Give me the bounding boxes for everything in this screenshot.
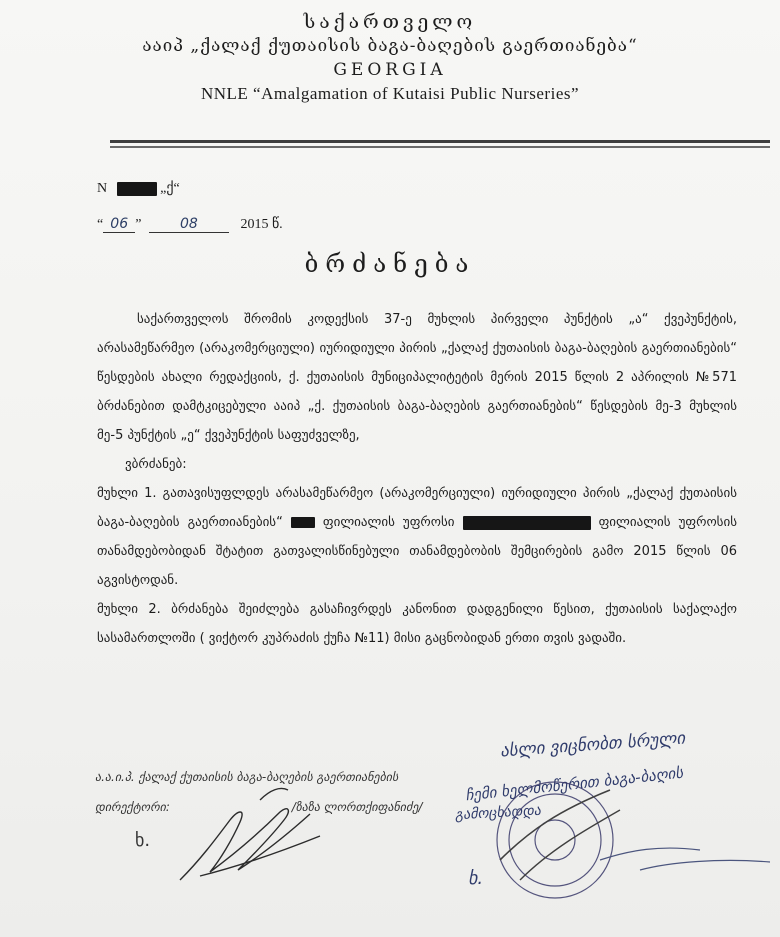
- handwritten-note-1: ასლი ვიცნობთ სრული: [499, 728, 686, 762]
- date-month: 08: [149, 216, 229, 233]
- article-2: მუხლი 2. ბრძანება შეიძლება გასაჩივრდეს კანონით დადგენილი წესით, ქუთაისის საქალაქო სასამართლოში ( ვიქტორ კუპრაძის ქუჩა №11) მისი გაცნობიდან ერთი თვის ვადაში.: [97, 602, 737, 646]
- letterhead-country-ka: საქართველო: [303, 11, 477, 33]
- number-prefix: N: [97, 181, 108, 196]
- letterhead: [0, 10, 780, 106]
- preamble-paragraph: საქართველოს შრომის კოდექსის 37-ე მუხლის პირველი პუნქტის „ა“ ქვეპუნქტის, არასამეწარმეო (არაკომერციული) იურიდიული პირის „ქალაქ ქუთაისის ბაგა-ბაღების გაერთიანების“ წესდების ახალი რედაქციის, ქ. ქუთაისის მუნიციპალიტეტის მერის 2015 წლის 2 აპრილის №571 ბრძანებით დამტკიცებული ააიპ „ქ. ქუთაისის ბაგა-ბაღების გაერთიანების“ წესდების მე-3 მუხლის მე-5 პუნქტის „ე“ ქვეპუნქტის საფუძველზე,: [97, 312, 737, 443]
- signature-role: დირექტორი:: [95, 800, 170, 814]
- redacted-branch: [291, 517, 315, 528]
- signature-name: /ზაზა ლორთქიფანიძე/: [291, 800, 423, 814]
- document-title: ბრძანება: [304, 250, 476, 278]
- article-1: [97, 479, 737, 595]
- letterhead-country-en: GEORGIA: [333, 60, 447, 80]
- letterhead-org-en: NNLE “Amalgamation of Kutaisi Public Nurseries”: [200, 84, 580, 103]
- order-word: ვბრძანებ:: [125, 457, 187, 472]
- signature-org-line: ა.ა.ი.პ. ქალაქ ქუთაისის ბაგა-ბაღების გაერთიანების: [95, 770, 399, 784]
- handwritten-note-2: ჩემი ხელმოწერით ბაგა-ბაღის: [464, 763, 684, 805]
- number-suffix: „ქ“: [160, 181, 180, 196]
- header-divider-thick: [110, 140, 770, 143]
- date-quote-open: “: [97, 217, 104, 232]
- signature-mark: ხ.: [135, 830, 151, 851]
- letterhead-org-ka: ააიპ „ქალაქ ქუთაისის ბაგა-ბაღების გაერთიანება“: [142, 36, 638, 56]
- header-divider-thin: [110, 146, 770, 148]
- article-1-part-b: ფილიალის უფროსი: [322, 515, 455, 530]
- handwritten-mark: ხ.: [468, 868, 484, 889]
- document-number: [97, 180, 180, 197]
- document-body: [97, 305, 737, 653]
- date-day: 06: [103, 216, 135, 233]
- handwritten-note-3: გამოცხადდა: [454, 802, 542, 824]
- redacted-number: [117, 182, 157, 196]
- redacted-employee-name: [463, 516, 591, 530]
- article-1-part-c: ფილიალის უფროსის თანამდებობიდან შტატით გათვალისწინებული თანამდებობის შემცირების გამო 2015 წლის 06 აგვისტოდან.: [97, 515, 737, 588]
- date-year: 2015 წ.: [240, 217, 283, 232]
- director-signature-block: [95, 762, 422, 856]
- document-date: [97, 216, 283, 233]
- date-quote-close: ”: [135, 217, 142, 232]
- signature-role-line: [95, 792, 422, 822]
- article-1-part-a: მუხლი 1. გათავისუფლდეს არასამეწარმეო (არაკომერციული) იურიდიული პირის „ქალაქ ქუთაისის ბაგა-ბაღების გაერთიანების“: [97, 486, 737, 530]
- official-stamp: [497, 782, 770, 898]
